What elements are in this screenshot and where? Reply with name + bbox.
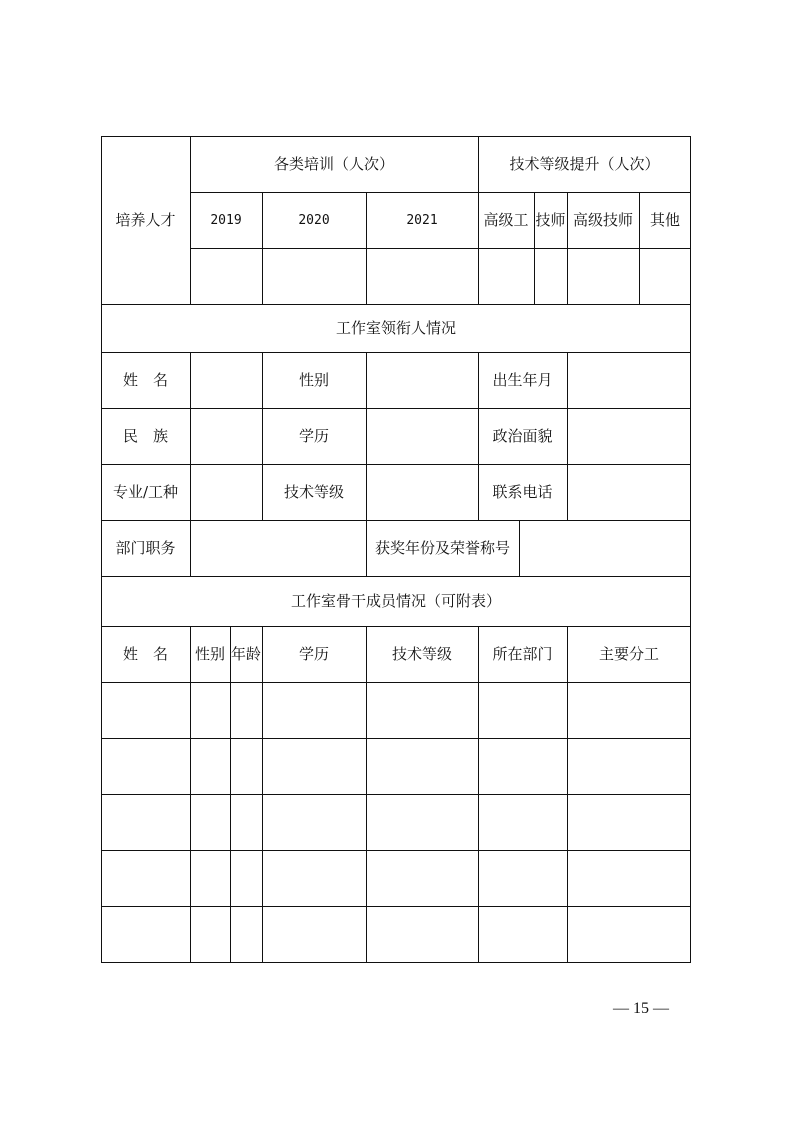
input-gender[interactable] <box>366 352 478 408</box>
level-other: 其他 <box>649 210 680 229</box>
input-cell-senior-technician[interactable] <box>567 248 639 304</box>
label-name: 姓 名 <box>122 370 168 389</box>
input-cell-2019[interactable] <box>190 248 262 304</box>
page-number: — 15 — <box>613 1000 669 1017</box>
input-politics[interactable] <box>567 408 691 464</box>
leader-section-title: 工作室领衔人情况 <box>335 318 456 337</box>
input-awards[interactable] <box>519 520 691 576</box>
input-dept-post[interactable] <box>190 520 366 576</box>
year-2019: 2019 <box>210 212 242 228</box>
table-row[interactable] <box>101 850 691 906</box>
year-2021: 2021 <box>406 212 438 228</box>
input-cell-2021[interactable] <box>366 248 478 304</box>
talent-label: 培养人才 <box>115 210 176 229</box>
input-birth[interactable] <box>567 352 691 408</box>
label-tech-level: 技术等级 <box>283 482 344 501</box>
col-header-role: 主要分工 <box>598 644 659 663</box>
input-name[interactable] <box>190 352 262 408</box>
label-education: 学历 <box>298 426 329 445</box>
input-major[interactable] <box>190 464 262 520</box>
table-row[interactable] <box>101 682 691 738</box>
input-cell-technician[interactable] <box>534 248 567 304</box>
table-row[interactable] <box>101 794 691 850</box>
table-row[interactable] <box>101 906 691 963</box>
label-ethnicity: 民 族 <box>122 426 168 445</box>
skill-header: 技术等级提升（人次） <box>509 154 660 173</box>
col-header-gender: 性别 <box>194 644 225 663</box>
label-awards: 获奖年份及荣誉称号 <box>374 538 510 557</box>
input-education[interactable] <box>366 408 478 464</box>
input-cell-other[interactable] <box>639 248 691 304</box>
label-politics: 政治面貌 <box>492 426 553 445</box>
label-gender: 性别 <box>298 370 329 389</box>
col-header-name: 姓 名 <box>122 644 168 663</box>
col-header-department: 所在部门 <box>492 644 553 663</box>
label-dept-post: 部门职务 <box>115 538 176 557</box>
level-senior-technician: 高级技师 <box>572 210 633 229</box>
label-birth: 出生年月 <box>492 370 553 389</box>
label-phone: 联系电话 <box>492 482 553 501</box>
input-phone[interactable] <box>567 464 691 520</box>
level-senior-worker: 高级工 <box>483 210 529 229</box>
table-row[interactable] <box>101 738 691 794</box>
input-cell-2020[interactable] <box>262 248 366 304</box>
year-2020: 2020 <box>298 212 330 228</box>
input-cell-senior-worker[interactable] <box>478 248 534 304</box>
training-header: 各类培训（人次） <box>273 154 394 173</box>
label-major: 专业/工种 <box>112 482 179 501</box>
input-tech-level[interactable] <box>366 464 478 520</box>
col-header-tech-level: 技术等级 <box>391 644 452 663</box>
level-technician: 技师 <box>535 210 566 229</box>
members-section-title: 工作室骨干成员情况（可附表） <box>290 591 501 610</box>
input-ethnicity[interactable] <box>190 408 262 464</box>
col-header-education: 学历 <box>298 644 329 663</box>
col-header-age: 年龄 <box>230 644 261 663</box>
